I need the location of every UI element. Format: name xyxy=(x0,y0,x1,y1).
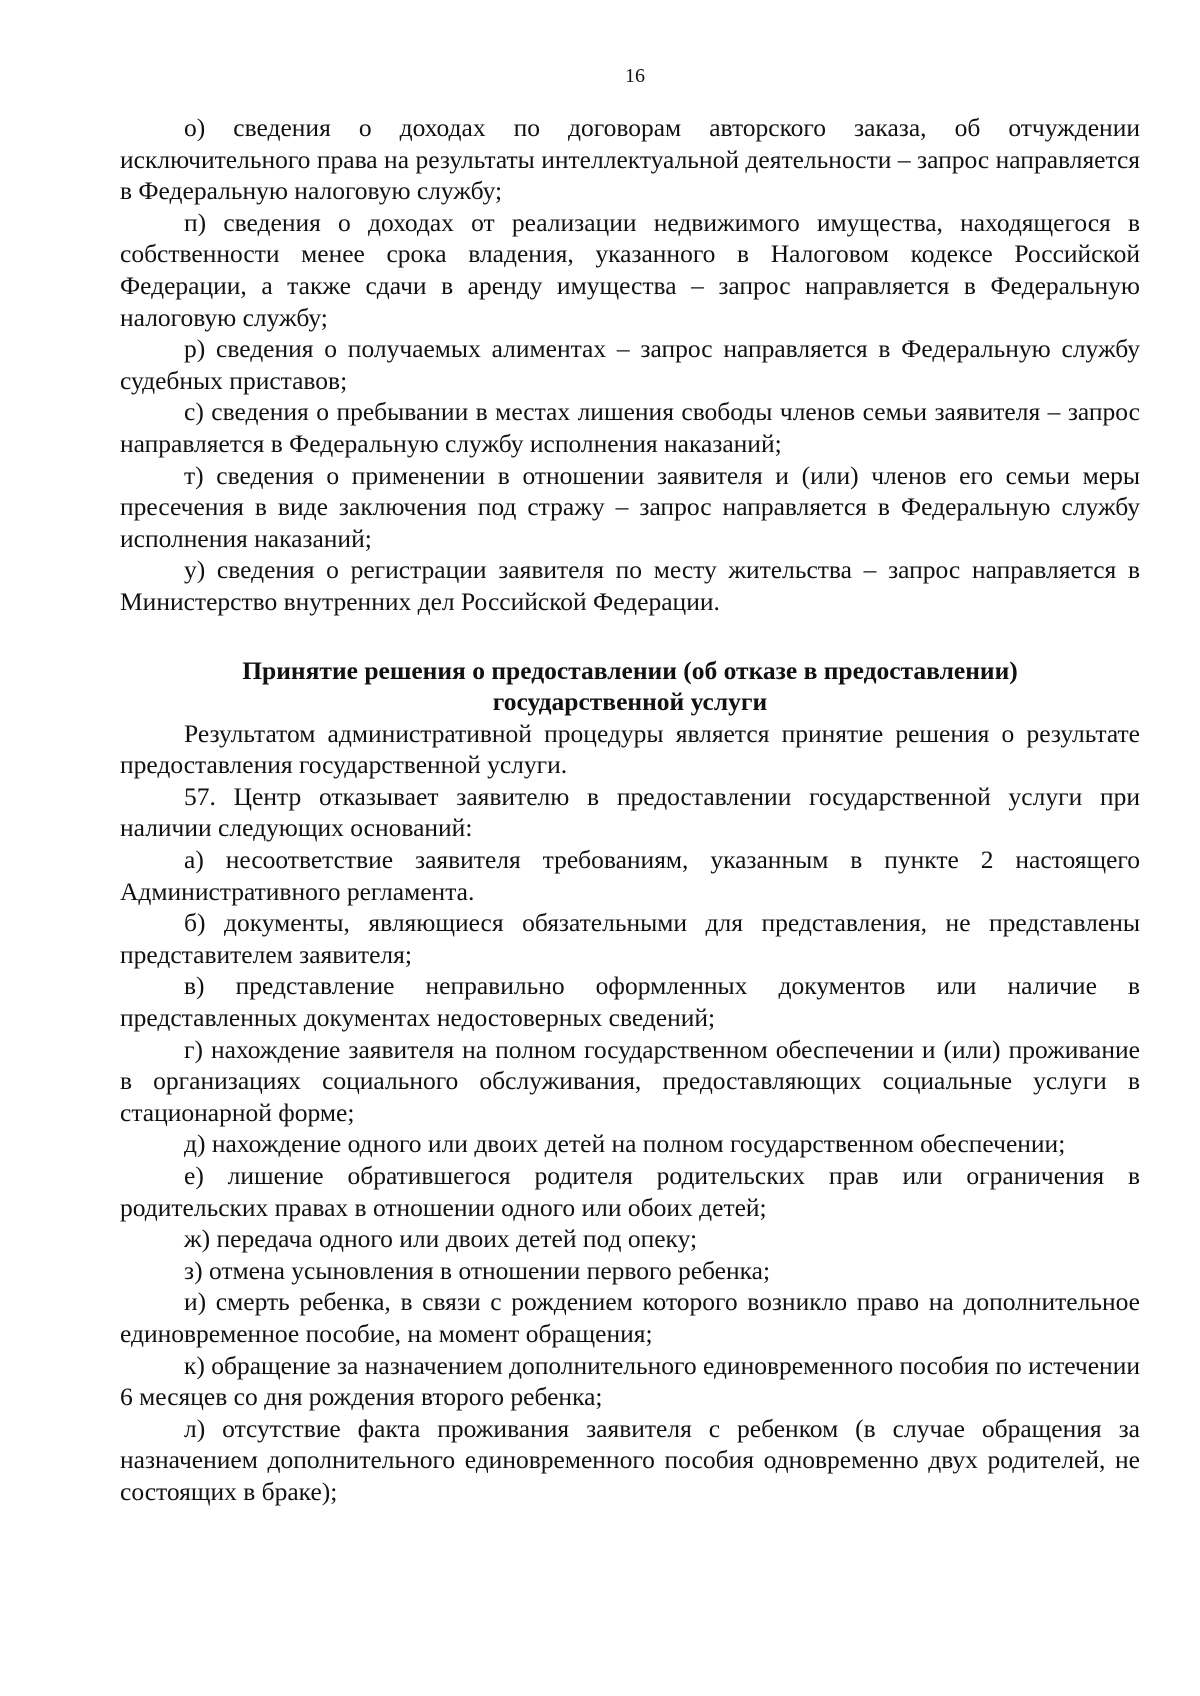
list-item-s: с) сведения о пребывании в местах лишения свободы членов семьи заявителя – запрос направляется в Федеральную службу исполнения наказаний; xyxy=(120,397,1140,458)
section-heading-line-2: государственной услуги xyxy=(492,687,768,717)
list-item-o: о) сведения о доходах по договорам авторского заказа, об отчуждении исключительного права на результаты интеллектуальной деятельности – запрос направляется в Федеральную налоговую службу; xyxy=(120,113,1140,206)
list-item-z: з) отмена усыновления в отношении первого ребенка; xyxy=(184,1255,771,1285)
list-item-p: п) сведения о доходах от реализации недвижимого имущества, находящегося в собственности менее срока владения, указанного в Налоговом кодексе Российской Федерации, а также сдачи в аренду имущества – запрос направляется в Федеральную налоговую службу; xyxy=(120,207,1140,332)
list-item-d: д) нахождение одного или двоих детей на полном государственном обеспечении; xyxy=(184,1129,1066,1159)
list-item-zh: ж) передача одного или двоих детей под опеку; xyxy=(184,1224,698,1254)
list-item-l: л) отсутствие факта проживания заявителя с ребенком (в случае обращения за назначением дополнительного единовременного пособия одновременно двух родителей, не состоящих в браке); xyxy=(120,1413,1140,1506)
list-item-g: г) нахождение заявителя на полном государственном обеспечении и (или) проживание в организациях социального обслуживания, предоставляющих социальные услуги в стационарной форме; xyxy=(120,1034,1140,1127)
section-heading xyxy=(120,655,1140,718)
section-intro-paragraph: Результатом административной процедуры является принятие решения о результате предоставления государственной услуги. xyxy=(120,718,1140,780)
list-item-a: а) несоответствие заявителя требованиям, указанным в пункте 2 настоящего Административного регламента. xyxy=(120,845,1140,906)
list-item-t: т) сведения о применении в отношении заявителя и (или) членов его семьи меры пресечения в виде заключения под стражу – запрос направляется в Федеральную службу исполнения наказаний; xyxy=(120,460,1140,553)
list-item-e: е) лишение обратившегося родителя родительских прав или ограничения в родительских правах в отношении одного или обоих детей; xyxy=(120,1161,1140,1222)
list-item-r: р) сведения о получаемых алиментах – запрос направляется в Федеральную службу судебных приставов; xyxy=(120,334,1140,395)
list-item-v: в) представление неправильно оформленных документов или наличие в представленных документах недостоверных сведений; xyxy=(120,971,1140,1033)
document-body xyxy=(120,112,1140,1508)
list-item-u: у) сведения о регистрации заявителя по месту жительства – запрос направляется в Министерство внутренних дел Российской Федерации. xyxy=(120,555,1140,616)
page-number: 16 xyxy=(625,65,645,87)
list-item-k: к) обращение за назначением дополнительного единовременного пособия по истечении 6 месяцев со дня рождения второго ребенка; xyxy=(120,1350,1140,1412)
list-item-i: и) смерть ребенка, в связи с рождением которого возникло право на дополнительное единовременное пособие, на момент обращения; xyxy=(120,1287,1140,1348)
clause-57-paragraph: 57. Центр отказывает заявителю в предоставлении государственной услуги при наличии следующих оснований: xyxy=(120,781,1140,843)
section-heading-line-1: Принятие решения о предоставлении (об отказе в предоставлении) xyxy=(242,655,1018,685)
list-item-b: б) документы, являющиеся обязательными для представления, не представлены представителем заявителя; xyxy=(120,908,1140,969)
